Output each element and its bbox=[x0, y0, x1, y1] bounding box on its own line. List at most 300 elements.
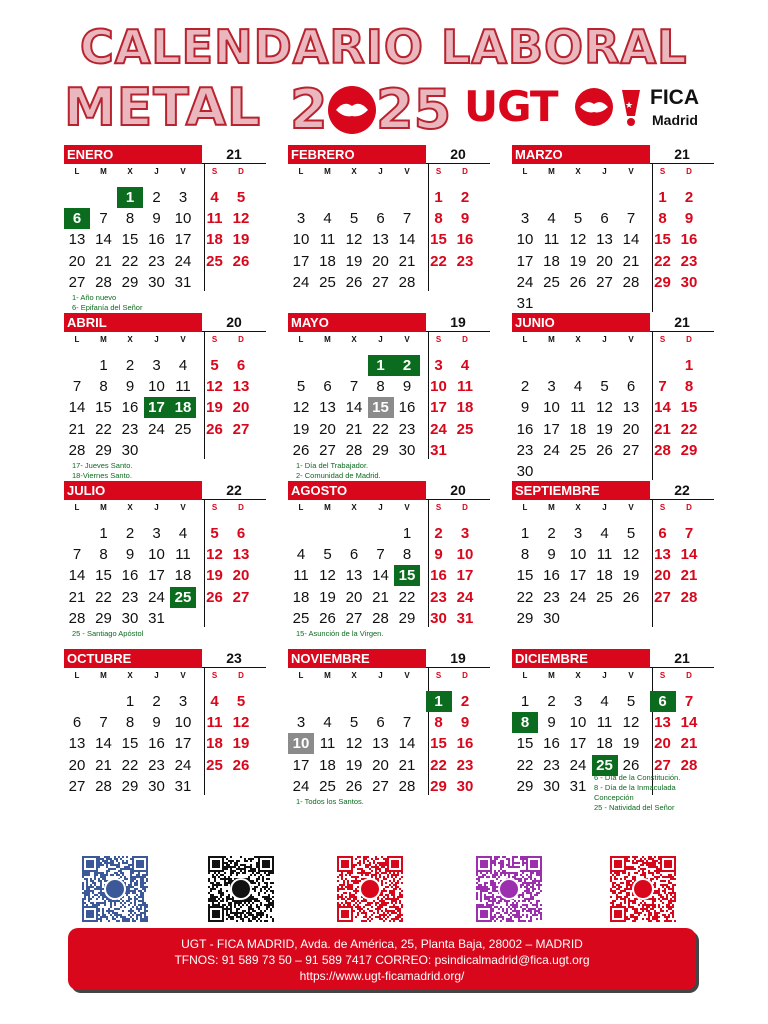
day-cell: 30 bbox=[456, 777, 474, 795]
qr-code-instagram[interactable] bbox=[476, 856, 542, 922]
month-noviembre bbox=[288, 649, 483, 806]
day-cell: 21 bbox=[345, 420, 363, 438]
day-cell: 4 bbox=[460, 357, 470, 374]
day-cell: 2 bbox=[434, 525, 443, 542]
day-cell: 4 bbox=[323, 210, 332, 228]
day-cell: 6 bbox=[236, 525, 246, 542]
day-cell: 14 bbox=[680, 546, 698, 564]
weekday-label: L bbox=[74, 503, 80, 512]
workdays-count: 21 bbox=[674, 650, 690, 666]
header-divider bbox=[426, 331, 490, 332]
day-cell: 24 bbox=[292, 273, 310, 291]
weekday-label: L bbox=[74, 167, 80, 176]
month-name: SEPTIEMBRE bbox=[512, 481, 650, 500]
footer-address: UGT - FICA MADRID, Avda. de América, 25, Planta Baja, 28002 – MADRID bbox=[181, 937, 583, 951]
day-cell: 27 bbox=[372, 273, 389, 291]
day-cell: 3 bbox=[152, 357, 161, 374]
day-cell: 28 bbox=[398, 273, 416, 291]
holiday-notes bbox=[594, 773, 680, 813]
day-cell: 11 bbox=[457, 378, 473, 396]
day-cell: 4 bbox=[600, 525, 609, 542]
day-cell: 14 bbox=[680, 714, 698, 732]
day-cell: 23 bbox=[121, 420, 139, 438]
day-cell: 21 bbox=[398, 252, 416, 270]
weekday-label: D bbox=[686, 671, 692, 680]
day-cell: 2 bbox=[460, 189, 470, 206]
day-cell: 25 bbox=[292, 609, 310, 627]
day-cell: 5 bbox=[210, 525, 219, 542]
day-cell: 30 bbox=[398, 441, 416, 459]
workdays-count: 21 bbox=[226, 146, 242, 162]
day-cell: 29 bbox=[121, 273, 139, 291]
day-cell: 22 bbox=[398, 588, 416, 606]
day-cell: 6 bbox=[376, 210, 385, 228]
day-cell: 2 bbox=[547, 525, 556, 542]
day-cell: 26 bbox=[596, 441, 613, 459]
day-cell: 11 bbox=[543, 231, 560, 249]
day-cell: 16 bbox=[680, 231, 698, 249]
day-cell: 11 bbox=[206, 210, 223, 228]
day-cell: 28 bbox=[68, 609, 86, 627]
month-abril bbox=[64, 313, 259, 480]
header-divider bbox=[202, 499, 266, 500]
day-cell: 29 bbox=[654, 273, 671, 291]
day-cell: 20 bbox=[68, 252, 86, 270]
day-cell: 24 bbox=[292, 777, 310, 795]
day-cell: 13 bbox=[345, 567, 363, 585]
day-cell: 3 bbox=[296, 714, 306, 732]
day-cell: 27 bbox=[372, 777, 389, 795]
weekday-label: L bbox=[298, 503, 304, 512]
weekday-label: X bbox=[127, 671, 133, 680]
weekday-label: V bbox=[404, 503, 410, 512]
day-cell: 7 bbox=[658, 378, 667, 396]
day-cell: 20 bbox=[596, 252, 613, 270]
weekday-label: L bbox=[522, 503, 528, 512]
day-cell: 12 bbox=[319, 567, 336, 585]
day-cell: 7 bbox=[72, 546, 82, 564]
month-header bbox=[288, 649, 483, 668]
day-cell: 20 bbox=[232, 399, 250, 417]
day-cell: 9 bbox=[684, 210, 694, 228]
day-cell: 1 bbox=[658, 189, 667, 206]
day-cell: 6 bbox=[658, 525, 667, 542]
year-prefix: 2 bbox=[290, 80, 328, 136]
day-cell: 22 bbox=[430, 756, 447, 774]
footer-contact: TFNOS: 91 589 73 50 – 91 589 7417 CORREO: psindicalmadrid@fica.ugt.org bbox=[174, 953, 590, 967]
weekday-label: X bbox=[575, 671, 581, 680]
day-cell: 17 bbox=[516, 252, 534, 270]
day-cell: 31 bbox=[430, 441, 447, 459]
qr-code-facebook[interactable] bbox=[82, 856, 148, 922]
workdays-count: 20 bbox=[450, 482, 466, 498]
day-cell: 5 bbox=[626, 525, 636, 542]
weekday-label: S bbox=[435, 167, 442, 176]
day-cell: 25 bbox=[456, 420, 474, 438]
weekday-label: M bbox=[324, 167, 331, 176]
title-line1: CALENDARIO LABORAL bbox=[80, 20, 688, 74]
day-cell: 24 bbox=[516, 273, 534, 291]
day-cell: 5 bbox=[349, 714, 359, 732]
day-cell: 8 bbox=[512, 712, 538, 733]
header-divider bbox=[426, 499, 490, 500]
day-cell: 3 bbox=[296, 210, 306, 228]
day-cell: 14 bbox=[95, 735, 112, 753]
day-cell: 10 bbox=[430, 378, 447, 396]
day-cell: 9 bbox=[547, 546, 556, 564]
day-cell: 17 bbox=[148, 567, 165, 585]
weekday-label: V bbox=[628, 167, 634, 176]
day-cell: 31 bbox=[456, 609, 474, 627]
holiday-note: 2- Comunidad de Madrid. bbox=[296, 471, 381, 480]
month-name: MAYO bbox=[288, 313, 426, 332]
day-cell: 22 bbox=[516, 756, 534, 774]
fica-label: FICA bbox=[650, 86, 699, 109]
day-cell: 30 bbox=[543, 609, 560, 627]
day-cell: 1 bbox=[684, 357, 694, 374]
weekday-label: D bbox=[686, 335, 692, 344]
header-divider bbox=[650, 499, 714, 500]
day-cell: 24 bbox=[148, 588, 165, 606]
day-cell: 14 bbox=[622, 231, 640, 249]
day-cell: 6 bbox=[236, 357, 246, 374]
day-cell: 9 bbox=[402, 378, 412, 396]
day-cell: 14 bbox=[398, 231, 416, 249]
day-cell: 17 bbox=[569, 735, 587, 753]
day-cell: 14 bbox=[68, 567, 86, 585]
weekday-label: J bbox=[378, 671, 383, 680]
day-cell: 11 bbox=[293, 567, 309, 585]
day-cell: 5 bbox=[236, 693, 246, 710]
svg-text:★: ★ bbox=[625, 101, 634, 111]
day-cell: 1 bbox=[520, 525, 530, 542]
day-cell: 16 bbox=[543, 567, 560, 585]
day-cell: 11 bbox=[319, 231, 336, 249]
weekday-label: M bbox=[548, 335, 555, 344]
day-cell: 22 bbox=[95, 420, 112, 438]
qr-code-youtube[interactable] bbox=[337, 856, 403, 922]
day-cell: 7 bbox=[626, 210, 636, 228]
day-cell: 11 bbox=[596, 546, 613, 564]
day-cell: 18 bbox=[174, 567, 192, 585]
ugt-icon bbox=[633, 879, 653, 899]
day-cell: 14 bbox=[345, 399, 363, 417]
day-cell: 7 bbox=[72, 378, 82, 396]
day-cell: 19 bbox=[622, 567, 640, 585]
day-cell: 22 bbox=[95, 588, 112, 606]
month-enero bbox=[64, 145, 259, 312]
day-cell: 27 bbox=[622, 441, 640, 459]
day-cell: 26 bbox=[232, 756, 250, 774]
day-cell: 20 bbox=[622, 420, 640, 438]
header-divider bbox=[650, 667, 714, 668]
holiday-note: 18-Viernes Santo. bbox=[72, 471, 132, 480]
day-cell: 18 bbox=[596, 735, 613, 753]
day-cell: 4 bbox=[547, 210, 556, 228]
day-cell: 6 bbox=[64, 208, 90, 229]
weekday-label: M bbox=[548, 671, 555, 680]
holiday-notes bbox=[296, 629, 383, 639]
title-line2: METAL bbox=[64, 78, 262, 138]
day-cell: 7 bbox=[376, 546, 385, 564]
weekday-label: X bbox=[351, 167, 357, 176]
month-agosto bbox=[288, 481, 483, 638]
month-septiembre bbox=[512, 481, 707, 627]
day-cell: 21 bbox=[68, 588, 86, 606]
weekday-label: J bbox=[378, 503, 383, 512]
weekday-label: V bbox=[180, 167, 186, 176]
holiday-note: Concepción bbox=[594, 793, 634, 802]
day-cell: 10 bbox=[543, 399, 560, 417]
weekday-label: V bbox=[404, 671, 410, 680]
day-cell: 9 bbox=[125, 546, 135, 564]
day-cell: 7 bbox=[349, 378, 359, 396]
day-cell: 2 bbox=[520, 378, 530, 396]
day-cell: 8 bbox=[99, 546, 108, 564]
day-cell: 10 bbox=[569, 714, 587, 732]
day-cell: 3 bbox=[520, 210, 530, 228]
qr-code-ugt[interactable] bbox=[610, 856, 676, 922]
day-cell: 12 bbox=[569, 231, 587, 249]
day-cell: 19 bbox=[345, 756, 363, 774]
day-cell: 31 bbox=[174, 273, 192, 291]
day-cell: 13 bbox=[319, 399, 336, 417]
day-cell: 23 bbox=[456, 252, 474, 270]
weekday-label: S bbox=[211, 335, 218, 344]
day-cell: 16 bbox=[398, 399, 416, 417]
month-header bbox=[288, 313, 483, 332]
madrid-label: Madrid bbox=[652, 112, 698, 128]
day-cell: 19 bbox=[345, 252, 363, 270]
day-cell: 23 bbox=[543, 588, 560, 606]
day-cell: 15 bbox=[95, 399, 112, 417]
weekday-label: L bbox=[298, 167, 304, 176]
day-cell: 8 bbox=[434, 714, 443, 732]
day-cell: 20 bbox=[654, 735, 671, 753]
day-cell: 15 bbox=[516, 567, 534, 585]
day-cell: 29 bbox=[121, 777, 139, 795]
day-cell: 28 bbox=[68, 441, 86, 459]
weekday-label: S bbox=[211, 503, 218, 512]
footer-website[interactable]: https://www.ugt-ficamadrid.org/ bbox=[299, 969, 465, 983]
day-cell: 23 bbox=[516, 441, 534, 459]
day-cell: 28 bbox=[345, 441, 363, 459]
month-name: ENERO bbox=[64, 145, 202, 164]
workdays-count: 22 bbox=[226, 482, 242, 498]
x-icon bbox=[231, 879, 251, 899]
weekday-label: J bbox=[602, 335, 607, 344]
weekday-label: L bbox=[522, 335, 528, 344]
day-cell: 9 bbox=[152, 210, 161, 228]
day-cell: 13 bbox=[622, 399, 640, 417]
day-cell: 22 bbox=[121, 252, 139, 270]
month-name: JUNIO bbox=[512, 313, 650, 332]
weekday-label: J bbox=[154, 335, 159, 344]
day-cell: 14 bbox=[68, 399, 86, 417]
day-cell: 18 bbox=[456, 399, 474, 417]
day-cell: 15 bbox=[430, 231, 447, 249]
day-cell: 30 bbox=[516, 463, 534, 480]
day-cell: 10 bbox=[292, 231, 310, 249]
day-cell: 21 bbox=[68, 420, 86, 438]
day-cell: 10 bbox=[148, 378, 165, 396]
weekday-label: X bbox=[127, 503, 133, 512]
day-cell: 22 bbox=[654, 252, 671, 270]
weekday-label: D bbox=[238, 167, 244, 176]
weekday-label: L bbox=[522, 167, 528, 176]
day-cell: 8 bbox=[99, 378, 108, 396]
day-cell: 13 bbox=[68, 231, 86, 249]
day-cell: 17 bbox=[174, 735, 192, 753]
month-header bbox=[64, 145, 259, 164]
day-cell: 12 bbox=[206, 378, 223, 396]
holiday-notes bbox=[72, 629, 143, 639]
weekday-label: J bbox=[154, 671, 159, 680]
day-cell: 19 bbox=[596, 420, 613, 438]
weekday-label: M bbox=[324, 671, 331, 680]
day-cell: 25 bbox=[174, 420, 192, 438]
day-cell: 30 bbox=[680, 273, 698, 291]
day-cell: 19 bbox=[292, 420, 310, 438]
day-cell: 28 bbox=[95, 273, 112, 291]
header-divider bbox=[202, 667, 266, 668]
day-cell: 16 bbox=[516, 420, 534, 438]
qr-code-x[interactable] bbox=[208, 856, 274, 922]
day-cell: 10 bbox=[174, 210, 192, 228]
weekday-label: D bbox=[238, 503, 244, 512]
weekday-label: M bbox=[548, 167, 555, 176]
weekday-label: M bbox=[548, 503, 555, 512]
weekday-label: M bbox=[324, 335, 331, 344]
day-cell: 24 bbox=[430, 420, 447, 438]
weekday-label: M bbox=[100, 335, 107, 344]
month-diciembre bbox=[512, 649, 707, 812]
holiday-note: 15- Asunción de la Virgen. bbox=[296, 629, 384, 638]
weekday-label: V bbox=[628, 503, 634, 512]
day-cell: 22 bbox=[430, 252, 447, 270]
day-cell: 20 bbox=[319, 420, 336, 438]
day-cell: 15 bbox=[680, 399, 698, 417]
day-cell: 7 bbox=[684, 693, 694, 710]
day-cell: 16 bbox=[121, 567, 139, 585]
day-cell: 16 bbox=[148, 735, 165, 753]
day-cell: 24 bbox=[569, 588, 587, 606]
day-cell: 20 bbox=[345, 588, 363, 606]
day-cell: 14 bbox=[398, 735, 416, 753]
day-cell: 1 bbox=[520, 693, 530, 710]
day-cell: 5 bbox=[573, 210, 583, 228]
day-cell: 2 bbox=[125, 357, 135, 374]
weekday-label: V bbox=[404, 335, 410, 344]
day-cell: 26 bbox=[206, 588, 223, 606]
day-cell: 3 bbox=[178, 693, 188, 710]
day-cell: 23 bbox=[456, 756, 474, 774]
day-cell: 12 bbox=[232, 210, 250, 228]
weekday-label: L bbox=[298, 671, 304, 680]
day-cell: 12 bbox=[345, 231, 363, 249]
month-name: DICIEMBRE bbox=[512, 649, 650, 668]
day-cell: 25 bbox=[206, 252, 223, 270]
workdays-count: 22 bbox=[674, 482, 690, 498]
day-cell: 24 bbox=[148, 420, 165, 438]
day-cell: 17 bbox=[292, 252, 310, 270]
month-junio bbox=[512, 313, 707, 480]
day-cell: 13 bbox=[596, 231, 613, 249]
day-cell: 8 bbox=[402, 546, 412, 564]
day-cell: 12 bbox=[596, 399, 613, 417]
month-header bbox=[512, 145, 707, 164]
holiday-note: 25 - Natividad del Señor bbox=[594, 803, 675, 812]
day-cell: 18 bbox=[319, 252, 336, 270]
weekday-label: L bbox=[522, 671, 528, 680]
day-cell: 2 bbox=[394, 355, 420, 376]
day-cell: 17 bbox=[430, 399, 447, 417]
month-name: ABRIL bbox=[64, 313, 202, 332]
day-cell: 19 bbox=[232, 735, 250, 753]
workdays-count: 21 bbox=[674, 146, 690, 162]
day-cell: 24 bbox=[174, 252, 192, 270]
month-marzo bbox=[512, 145, 707, 312]
day-cell: 30 bbox=[121, 441, 139, 459]
weekday-label: D bbox=[238, 671, 244, 680]
day-cell: 11 bbox=[175, 378, 191, 396]
month-febrero bbox=[288, 145, 483, 291]
day-cell: 18 bbox=[543, 252, 560, 270]
day-cell: 1 bbox=[99, 357, 108, 374]
day-cell: 13 bbox=[654, 546, 671, 564]
workdays-count: 19 bbox=[450, 314, 466, 330]
day-cell: 25 bbox=[319, 273, 336, 291]
day-cell: 26 bbox=[232, 252, 250, 270]
day-cell: 18 bbox=[319, 756, 336, 774]
day-cell: 3 bbox=[573, 525, 583, 542]
weekday-label: L bbox=[74, 335, 80, 344]
weekday-label: J bbox=[602, 671, 607, 680]
day-cell: 26 bbox=[622, 756, 640, 774]
day-cell: 10 bbox=[174, 714, 192, 732]
day-cell: 25 bbox=[596, 588, 613, 606]
day-cell: 15 bbox=[95, 567, 112, 585]
day-cell: 6 bbox=[72, 714, 82, 732]
day-cell: 8 bbox=[520, 546, 530, 564]
day-cell: 21 bbox=[680, 735, 698, 753]
weekday-label: J bbox=[378, 335, 383, 344]
day-cell: 6 bbox=[600, 210, 609, 228]
day-cell: 1 bbox=[125, 693, 135, 710]
weekday-label: M bbox=[100, 503, 107, 512]
day-cell: 26 bbox=[345, 273, 363, 291]
weekday-label: V bbox=[404, 167, 410, 176]
day-cell: 24 bbox=[174, 756, 192, 774]
day-cell: 10 bbox=[148, 546, 165, 564]
day-cell: 10 bbox=[288, 733, 314, 754]
weekday-label: X bbox=[127, 335, 133, 344]
year-suffix: 25 bbox=[376, 80, 450, 136]
day-cell: 28 bbox=[398, 777, 416, 795]
day-cell: 7 bbox=[402, 714, 412, 732]
day-cell: 11 bbox=[319, 735, 336, 753]
day-cell: 5 bbox=[236, 189, 246, 206]
instagram-icon bbox=[499, 879, 519, 899]
day-cell: 26 bbox=[345, 777, 363, 795]
day-cell: 20 bbox=[372, 756, 389, 774]
holiday-note: 1- Todos los Santos. bbox=[296, 797, 364, 806]
day-cell: 25 bbox=[592, 755, 618, 776]
day-cell: 28 bbox=[95, 777, 112, 795]
day-cell: 18 bbox=[596, 567, 613, 585]
day-cell: 20 bbox=[372, 252, 389, 270]
day-cell: 26 bbox=[292, 441, 310, 459]
